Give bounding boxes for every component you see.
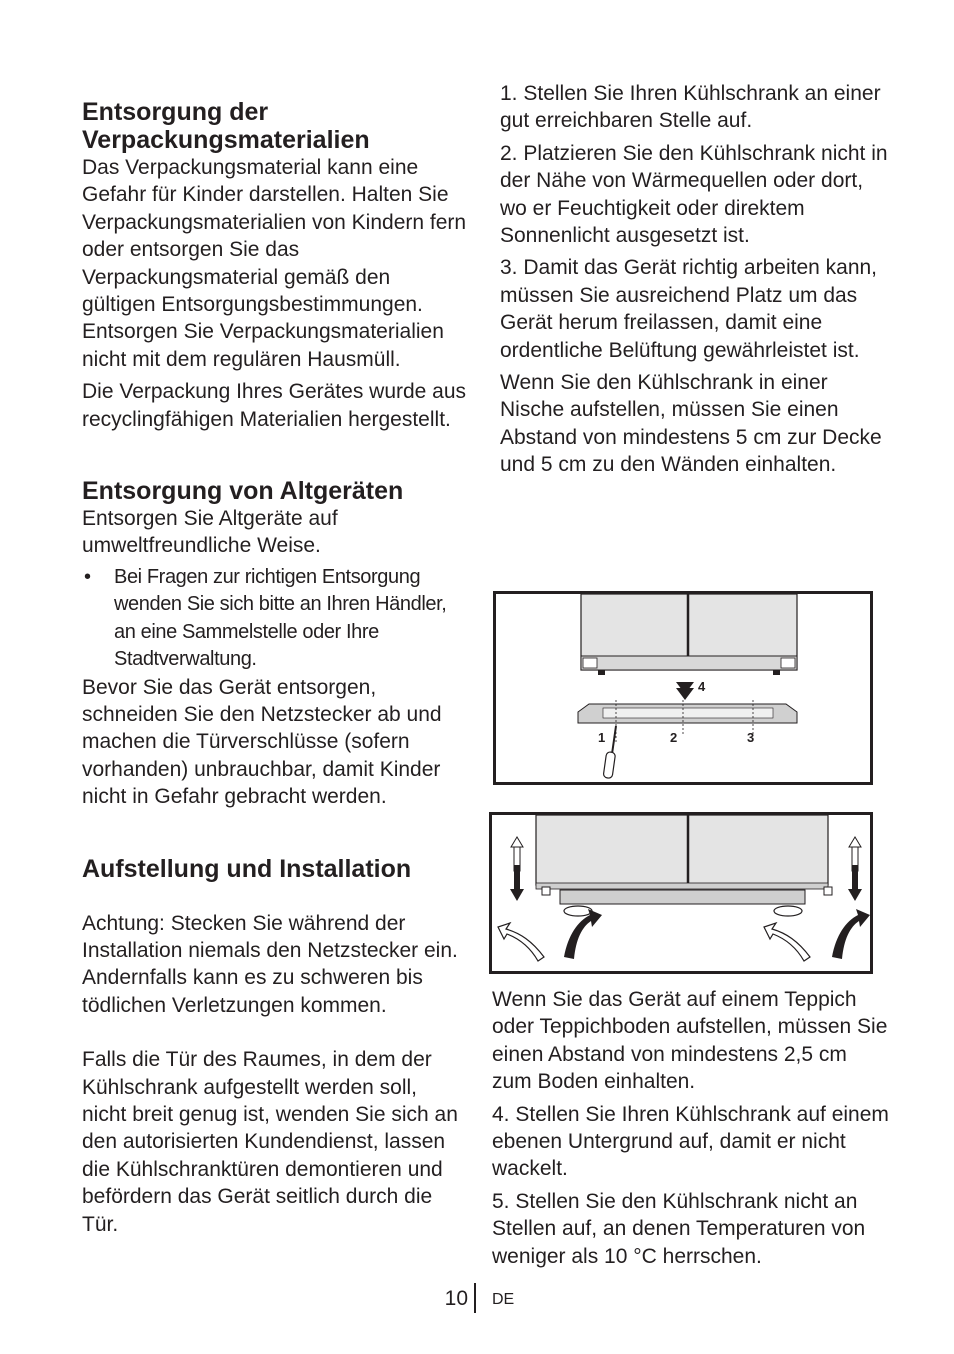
figure-plinth-mounting xyxy=(493,591,873,785)
old-appliance-paragraph-1: Entsorgen Sie Altgeräte auf umweltfreundliche Weise. xyxy=(82,507,338,558)
right-foot xyxy=(773,670,780,675)
page-footer xyxy=(0,1283,954,1315)
fridge-body xyxy=(536,815,828,885)
bullet-text: Bei Fragen zur richtigen Entsorgung wenden Sie sich bitte an Ihren Händler, an eine Sammelstelle oder Ihre Stadtverwaltung. xyxy=(114,565,447,671)
installation-warning: Achtung: Stecken Sie während der Installation niemals den Netzstecker ein. Andernfalls kann es zu schweren bis tödlichen Verletzungen kommen. xyxy=(82,911,458,1017)
packaging-paragraph-1: Das Verpackungsmaterial kann eine Gefahr für Kinder darstellen. Halten Sie Verpackungsmaterialien von Kindern fern oder entsorgen Sie das Verpackungsmaterial gemäß den gültigen Entsorgungsbestimmungen. Entsorgen Sie Verpackungsmaterialien nicht mit dem regulären Hausmüll. xyxy=(82,156,467,371)
fridge-base xyxy=(581,656,797,670)
label-3: 3 xyxy=(747,730,755,745)
installation-door-paragraph: Falls die Tür des Raumes, in dem der Kühlschrank aufgestellt werden soll, nicht breit genug ist, wenden Sie sich an den autorisierten Kundendienst, lassen die Kühlschranktüren demontieren und befördern das Gerät seitlich durch die Tür. xyxy=(82,1048,458,1236)
figure-leveling-feet xyxy=(489,812,873,974)
heading-old-appliance-disposal: Entsorgung von Altgeräten xyxy=(82,477,404,506)
carpet-paragraph: Wenn Sie das Gerät auf einem Teppich oder Teppichboden aufstellen, müssen Sie einen Abstand von mindestens 2,5 cm zum Boden einhalten. xyxy=(492,988,888,1094)
left-rotate-outline-arrow-icon xyxy=(498,923,544,961)
label-2: 2 xyxy=(670,730,678,745)
step-1: 1. Stellen Sie Ihren Kühlschrank an einer gut erreichbaren Stelle auf. xyxy=(500,82,881,133)
label-4: 4 xyxy=(698,679,706,694)
bullet-dot: • xyxy=(84,565,91,588)
language-code: DE xyxy=(492,1291,515,1308)
niche-paragraph: Wenn Sie den Kühlschrank in einer Nische aufstellen, müssen Sie einen Abstand von mindestens 5 cm zur Decke und 5 cm zu den Wänden einhalten. xyxy=(500,371,882,477)
footer-divider xyxy=(474,1283,476,1313)
step-5: 5. Stellen Sie den Kühlschrank nicht an Stellen auf, an denen Temperaturen von weniger als 10 °C herrschen. xyxy=(492,1189,866,1268)
left-leveling-foot xyxy=(564,906,592,916)
heading-installation: Aufstellung und Installation xyxy=(82,854,412,883)
plinth xyxy=(560,890,805,904)
step-3: 3. Damit das Gerät richtig arbeiten kann, müssen Sie ausreichend Platz um das Gerät herum freilassen, damit eine ordentliche Belüftung gewährleistet ist. xyxy=(500,256,878,362)
plinth-mounting-illustration xyxy=(496,594,870,782)
right-leveling-foot xyxy=(774,906,802,916)
page-number: 10 xyxy=(444,1287,468,1310)
step-4: 4. Stellen Sie Ihren Kühlschrank auf einem ebenen Untergrund auf, damit er nicht wackelt. xyxy=(492,1102,889,1181)
right-hinge xyxy=(781,658,795,668)
old-appliance-paragraph-2: Bevor Sie das Gerät entsorgen, schneiden Sie den Netzstecker ab und machen die Türverschlüsse (sofern vorhanden) unbrauchbar, damit Kinder nicht in Gefahr gebracht werden. xyxy=(82,675,442,809)
left-hinge xyxy=(583,658,597,668)
right-column-bottom xyxy=(492,986,892,1270)
right-column-top xyxy=(500,80,890,479)
right-rotate-solid-arrow-icon xyxy=(832,909,870,959)
left-up-down-arrow-icon xyxy=(510,837,524,901)
right-foot xyxy=(824,887,832,895)
left-column xyxy=(82,98,467,1238)
left-foot xyxy=(598,670,605,675)
leveling-feet-illustration xyxy=(492,815,870,971)
heading-packaging-disposal: Entsorgung der Verpackungsmaterialien xyxy=(82,98,370,154)
left-foot xyxy=(542,887,550,895)
step-2: 2. Platzieren Sie den Kühlschrank nicht in der Nähe von Wärmequellen oder dort, wo er Feuchtigkeit oder direktem Sonnenlicht ausgesetzt ist. xyxy=(500,141,888,248)
left-rotate-solid-arrow-icon xyxy=(564,909,602,959)
right-up-down-arrow-icon xyxy=(848,837,862,901)
bullet-item xyxy=(82,564,467,674)
right-rotate-outline-arrow-icon xyxy=(764,923,810,961)
packaging-paragraph-2: Die Verpackung Ihres Gerätes wurde aus recyclingfähigen Materialien hergestellt. xyxy=(82,380,467,431)
label-1: 1 xyxy=(598,730,606,745)
